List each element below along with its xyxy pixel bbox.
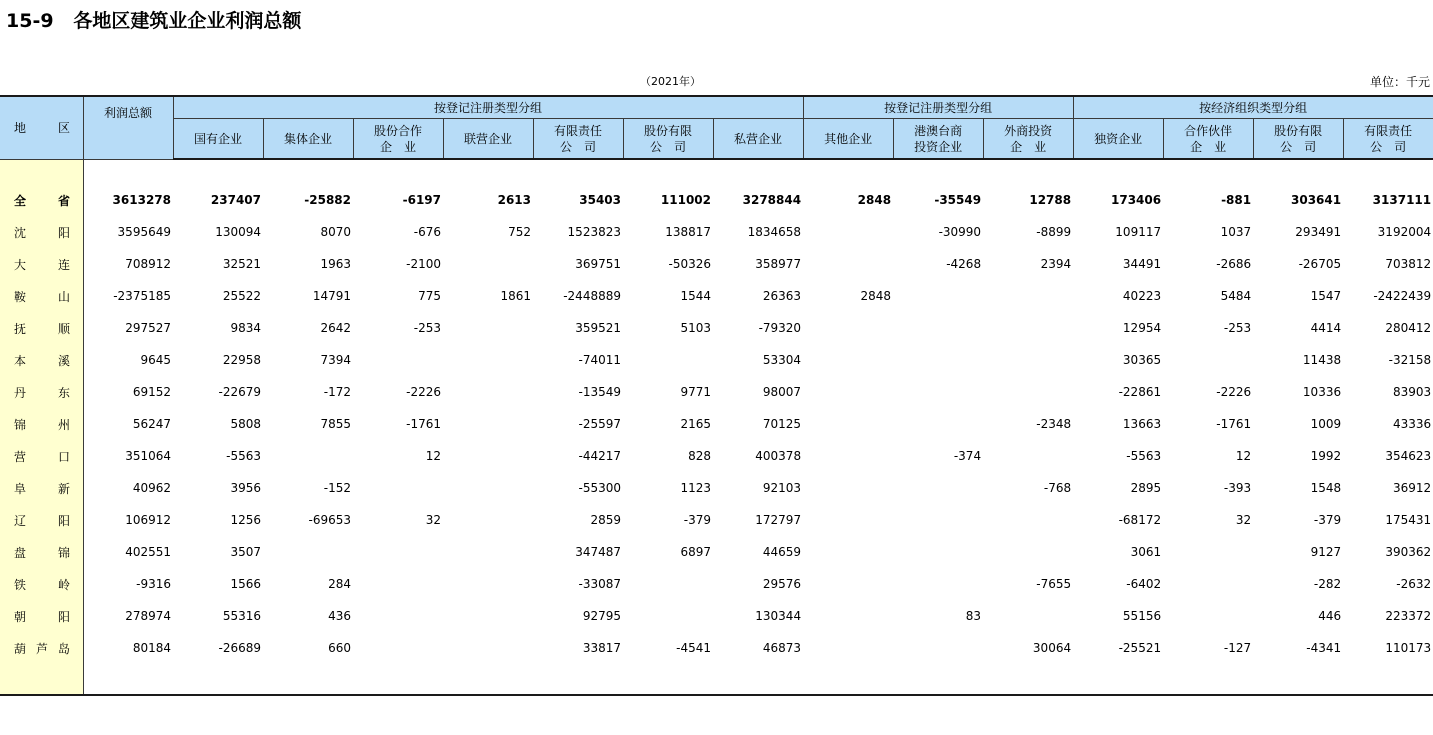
table-header (0, 96, 1433, 159)
table-cell: 303641 (1291, 193, 1342, 207)
table-cell (893, 504, 983, 536)
table-cell (803, 536, 893, 568)
table-cell: 111002 (660, 193, 711, 207)
table-cell: 828 (688, 449, 711, 463)
table-cell (443, 472, 533, 504)
header-group-economic: 按经济组织类型分组 (1073, 96, 1433, 119)
table-cell (803, 216, 893, 248)
table-cell: -22679 (218, 385, 261, 399)
table-cell: 3507 (230, 545, 261, 559)
table-cell (803, 312, 893, 344)
table-cell: -69653 (308, 513, 351, 527)
header-col-4: 有限责任 公 司 (533, 119, 623, 160)
header-col-3: 联营企业 (443, 119, 533, 160)
table-cell (893, 408, 983, 440)
table-cell (443, 248, 533, 280)
table-cell: 83903 (1392, 385, 1432, 399)
header-col-11: 合作伙伴 企 业 (1163, 119, 1253, 160)
table-cell (983, 536, 1073, 568)
table-cell: 293491 (1295, 225, 1342, 239)
table-cell: 33817 (582, 641, 621, 655)
table-cell: 9127 (1310, 545, 1342, 559)
table-cell (263, 536, 353, 568)
table-cell (983, 600, 1073, 632)
header-col-5: 股份有限 公 司 (623, 119, 713, 160)
table-cell: 80184 (132, 641, 171, 655)
header-col-0: 国有企业 (173, 119, 263, 160)
table-row (0, 568, 1433, 600)
table-cell (443, 536, 533, 568)
table-cell: 351064 (125, 449, 171, 463)
table-cell: 7394 (320, 353, 351, 367)
table-cell: 130094 (215, 225, 261, 239)
table-row (0, 248, 1433, 280)
table-cell: -5563 (1126, 449, 1162, 463)
table-cell: 1037 (1220, 225, 1252, 239)
table-cell: 172797 (755, 513, 802, 527)
table-cell (353, 536, 443, 568)
region-name: 本 溪 (0, 344, 83, 376)
table-cell (803, 504, 893, 536)
table-cell: 9645 (140, 353, 171, 367)
table-cell: -25882 (304, 193, 351, 207)
table-cell: 703812 (1385, 257, 1432, 271)
table-cell: 34491 (1122, 257, 1162, 271)
table-cell (353, 344, 443, 376)
table-cell: 359521 (575, 321, 621, 335)
table-row (0, 600, 1433, 632)
unit-label: 单位：千元 (1369, 75, 1430, 89)
table-cell: -253 (1223, 321, 1252, 335)
table-cell (803, 568, 893, 600)
table-cell: 40223 (1122, 289, 1162, 303)
table-cell: -32158 (1388, 353, 1432, 367)
table-cell: -379 (683, 513, 711, 527)
table-cell (1163, 600, 1253, 632)
table-cell: 358977 (755, 257, 802, 271)
table-cell: 400378 (755, 449, 802, 463)
region-name: 阜 新 (0, 472, 83, 504)
table-cell: 32521 (222, 257, 261, 271)
table-cell (893, 376, 983, 408)
table-cell: 5808 (230, 417, 261, 431)
table-cell (803, 472, 893, 504)
table-cell: 278974 (125, 609, 171, 623)
table-cell: 1544 (680, 289, 711, 303)
table-cell: 9771 (680, 385, 711, 399)
table-cell: 10336 (1302, 385, 1342, 399)
table-cell: -8899 (1036, 225, 1072, 239)
table-cell: -768 (1043, 481, 1072, 495)
header-group-registration-2: 按登记注册类型分组 (803, 96, 1073, 119)
table-cell (893, 632, 983, 664)
table-cell (1163, 536, 1253, 568)
table-cell: 12788 (1029, 193, 1072, 207)
table-row (0, 408, 1433, 440)
table-cell (893, 472, 983, 504)
table-cell: -2100 (406, 257, 441, 271)
table-cell: 2895 (1130, 481, 1162, 495)
table-cell: 1547 (1310, 289, 1342, 303)
table-cell (893, 312, 983, 344)
table-row (0, 440, 1433, 472)
table-cell: -881 (1221, 193, 1252, 207)
table-cell: 56247 (132, 417, 171, 431)
table-cell: -2348 (1036, 417, 1072, 431)
table-cell (443, 408, 533, 440)
table-cell: -2226 (1216, 385, 1252, 399)
table-cell (983, 344, 1073, 376)
table-cell: 30365 (1122, 353, 1162, 367)
table-cell: 12 (425, 449, 441, 463)
table-cell: -152 (323, 481, 351, 495)
table-cell: -4541 (676, 641, 711, 655)
spacer-row (0, 159, 1433, 184)
table-cell (443, 440, 533, 472)
region-name: 沈 阳 (0, 216, 83, 248)
page-title: 15-9 各地区建筑业企业利润总额 (6, 10, 302, 32)
table-cell: 70125 (762, 417, 802, 431)
region-name: 抚 顺 (0, 312, 83, 344)
table-cell (893, 344, 983, 376)
table-cell: -1761 (406, 417, 441, 431)
table-cell: 3192004 (1377, 225, 1432, 239)
table-cell: -1761 (1216, 417, 1252, 431)
table-cell: 5103 (680, 321, 711, 335)
table-row (0, 216, 1433, 248)
table-cell: 402551 (125, 545, 171, 559)
table-cell (623, 344, 713, 376)
table-cell: 69152 (132, 385, 171, 399)
table-cell: 13663 (1122, 417, 1162, 431)
header-col-2: 股份合作 企 业 (353, 119, 443, 160)
table-cell: 708912 (125, 257, 171, 271)
table-cell: 1548 (1310, 481, 1342, 495)
table-cell (1163, 568, 1253, 600)
table-cell: -5563 (226, 449, 261, 463)
table-cell: 1256 (230, 513, 261, 527)
table-cell: -25521 (1118, 641, 1162, 655)
table-row (0, 280, 1433, 312)
table-cell: -50326 (668, 257, 711, 271)
table-cell: -13549 (578, 385, 621, 399)
table-cell: 1009 (1310, 417, 1342, 431)
table-cell (803, 440, 893, 472)
header-group-registration: 按登记注册类型分组 (173, 96, 803, 119)
table-cell (443, 600, 533, 632)
table-row (0, 184, 1433, 216)
table-cell: 2848 (857, 193, 892, 207)
table-cell: -2448889 (563, 289, 621, 303)
table-cell (803, 344, 893, 376)
table-cell (893, 536, 983, 568)
table-cell: 175431 (1385, 513, 1432, 527)
table-cell: 1523823 (567, 225, 621, 239)
header-col-1: 集体企业 (263, 119, 353, 160)
table-cell: 35403 (579, 193, 621, 207)
table-cell: 14791 (312, 289, 351, 303)
table-cell: 1566 (230, 577, 261, 591)
region-name: 铁 岭 (0, 568, 83, 600)
table-cell (623, 568, 713, 600)
header-col-8: 港澳台商 投资企业 (893, 119, 983, 160)
table-cell: 46873 (762, 641, 802, 655)
table-row (0, 504, 1433, 536)
header-col-6: 私营企业 (713, 119, 803, 160)
table-cell: -2375185 (113, 289, 171, 303)
table-cell: -6402 (1126, 577, 1162, 591)
table-cell: 284 (328, 577, 351, 591)
table-cell: -253 (413, 321, 441, 335)
table-cell (353, 632, 443, 664)
table-body (0, 159, 1433, 695)
table-cell (353, 472, 443, 504)
table-cell: -676 (413, 225, 441, 239)
table-cell: 109117 (1115, 225, 1162, 239)
table-cell: 390362 (1385, 545, 1432, 559)
table-cell: 280412 (1385, 321, 1432, 335)
table-cell: 22958 (222, 353, 261, 367)
table-cell: 2165 (680, 417, 711, 431)
table-cell: -68172 (1118, 513, 1162, 527)
table-cell: 3061 (1130, 545, 1162, 559)
table-cell: 55156 (1122, 609, 1162, 623)
table-cell: 83 (965, 609, 982, 623)
table-cell: 8070 (320, 225, 351, 239)
table-cell: -7655 (1036, 577, 1072, 591)
table-cell: 5484 (1220, 289, 1252, 303)
table-cell (353, 568, 443, 600)
table-cell: -55300 (578, 481, 621, 495)
region-name: 大 连 (0, 248, 83, 280)
table-row (0, 344, 1433, 376)
table-cell: -74011 (578, 353, 621, 367)
table-cell: 40962 (132, 481, 171, 495)
table-cell (443, 632, 533, 664)
table-cell: 6897 (680, 545, 711, 559)
table-cell (893, 280, 983, 312)
table-cell: -79320 (758, 321, 802, 335)
region-name: 葫 芦 岛 (0, 632, 83, 664)
region-name: 鞍 山 (0, 280, 83, 312)
table-cell (803, 600, 893, 632)
table-cell: 1861 (500, 289, 531, 303)
table-cell: 347487 (575, 545, 621, 559)
table-cell: -4268 (946, 257, 982, 271)
table-cell: -26705 (1298, 257, 1342, 271)
table-cell: 775 (418, 289, 441, 303)
header-col-13: 有限责任 公 司 (1343, 119, 1433, 160)
table-cell (803, 408, 893, 440)
table-cell: 32 (1235, 513, 1252, 527)
table-cell (443, 344, 533, 376)
profit-table (0, 95, 1433, 696)
year-label: （2021年） (640, 75, 701, 88)
table-cell: 92103 (762, 481, 802, 495)
region-name: 营 口 (0, 440, 83, 472)
table-cell: 12954 (1122, 321, 1162, 335)
table-cell: 3137111 (1372, 193, 1432, 207)
table-cell: 43336 (1392, 417, 1432, 431)
table-cell: 297527 (125, 321, 171, 335)
table-cell: 4414 (1310, 321, 1342, 335)
table-cell: 3278844 (742, 193, 802, 207)
table-cell: 2859 (590, 513, 621, 527)
table-cell (803, 376, 893, 408)
table-cell: -374 (953, 449, 982, 463)
table-cell (893, 568, 983, 600)
table-cell: 3613278 (112, 193, 171, 207)
table-cell (983, 280, 1073, 312)
table-cell: 2848 (860, 289, 892, 303)
table-cell: 130344 (755, 609, 802, 623)
table-cell: -127 (1223, 641, 1252, 655)
region-name: 辽 阳 (0, 504, 83, 536)
table-cell: 98007 (762, 385, 802, 399)
header-col-12: 股份有限 公 司 (1253, 119, 1343, 160)
table-cell (443, 568, 533, 600)
table-cell: 2394 (1040, 257, 1072, 271)
table-cell: 29576 (762, 577, 802, 591)
table-cell: -25597 (578, 417, 621, 431)
table-cell (803, 248, 893, 280)
table-cell: 1963 (320, 257, 351, 271)
table-cell: 223372 (1385, 609, 1432, 623)
table-cell: 1834658 (747, 225, 802, 239)
region-name: 盘 锦 (0, 536, 83, 568)
table-cell: 53304 (762, 353, 802, 367)
header-col-7: 其他企业 (803, 119, 893, 160)
table-cell: -6197 (402, 193, 441, 207)
table-cell: -26689 (218, 641, 261, 655)
table-cell: 9834 (230, 321, 261, 335)
table-cell: 173406 (1111, 193, 1162, 207)
table-cell: 12 (1235, 449, 1252, 463)
table-cell: -172 (323, 385, 351, 399)
table-cell (983, 440, 1073, 472)
table-row (0, 312, 1433, 344)
region-name: 全 省 (0, 184, 83, 216)
header-area: 地 区 (0, 96, 83, 159)
table-cell (803, 632, 893, 664)
region-name: 丹 东 (0, 376, 83, 408)
table-cell: 237407 (210, 193, 261, 207)
table-cell: 55316 (222, 609, 261, 623)
table-cell (263, 440, 353, 472)
table-cell: 92795 (582, 609, 621, 623)
table-cell (1163, 344, 1253, 376)
table-cell (443, 504, 533, 536)
table-cell: 354623 (1385, 449, 1432, 463)
table-cell: 44659 (762, 545, 802, 559)
table-cell: -44217 (578, 449, 621, 463)
table-cell: 106912 (125, 513, 171, 527)
table-cell (443, 376, 533, 408)
table-cell: 1992 (1310, 449, 1342, 463)
table-cell: 7855 (320, 417, 351, 431)
table-cell: 2613 (497, 193, 531, 207)
table-cell: -2632 (1396, 577, 1432, 591)
table-row (0, 472, 1433, 504)
header-total: 利润总额 (83, 96, 173, 159)
table-row (0, 632, 1433, 664)
table-row (0, 536, 1433, 568)
table-cell: 30064 (1032, 641, 1072, 655)
table-cell: 3956 (230, 481, 261, 495)
table-cell (983, 312, 1073, 344)
region-name: 锦 州 (0, 408, 83, 440)
table-cell (443, 312, 533, 344)
table-cell: 138817 (665, 225, 711, 239)
table-cell: 436 (328, 609, 351, 623)
table-cell: 660 (328, 641, 351, 655)
table-cell: -2226 (406, 385, 441, 399)
table-cell: 1123 (680, 481, 711, 495)
table-cell: 32 (425, 513, 441, 527)
table-cell: 752 (508, 225, 531, 239)
table-cell: 25522 (222, 289, 261, 303)
table-cell: -282 (1313, 577, 1342, 591)
table-cell (623, 600, 713, 632)
table-cell: -379 (1313, 513, 1342, 527)
table-cell (353, 600, 443, 632)
table-cell: -393 (1223, 481, 1252, 495)
table-cell (983, 504, 1073, 536)
table-cell: 3595649 (117, 225, 171, 239)
table-cell: -4341 (1306, 641, 1342, 655)
region-name: 朝 阳 (0, 600, 83, 632)
table-cell (983, 376, 1073, 408)
table-cell: -35549 (934, 193, 982, 207)
tail-row (0, 664, 1433, 695)
table-cell: -33087 (578, 577, 621, 591)
table-cell: -9316 (136, 577, 171, 591)
table-cell: 36912 (1392, 481, 1432, 495)
table-cell: -2686 (1216, 257, 1252, 271)
table-cell: 2642 (320, 321, 351, 335)
table-cell: -30990 (938, 225, 982, 239)
table-cell: -2422439 (1373, 289, 1432, 303)
table-cell: 26363 (762, 289, 802, 303)
table-cell: 446 (1318, 609, 1342, 623)
table-cell: 369751 (575, 257, 621, 271)
table-cell: -22861 (1118, 385, 1162, 399)
table-cell: 110173 (1385, 641, 1432, 655)
table-cell: 11438 (1302, 353, 1342, 367)
header-col-9: 外商投资 企 业 (983, 119, 1073, 160)
table-row (0, 376, 1433, 408)
header-col-10: 独资企业 (1073, 119, 1163, 160)
